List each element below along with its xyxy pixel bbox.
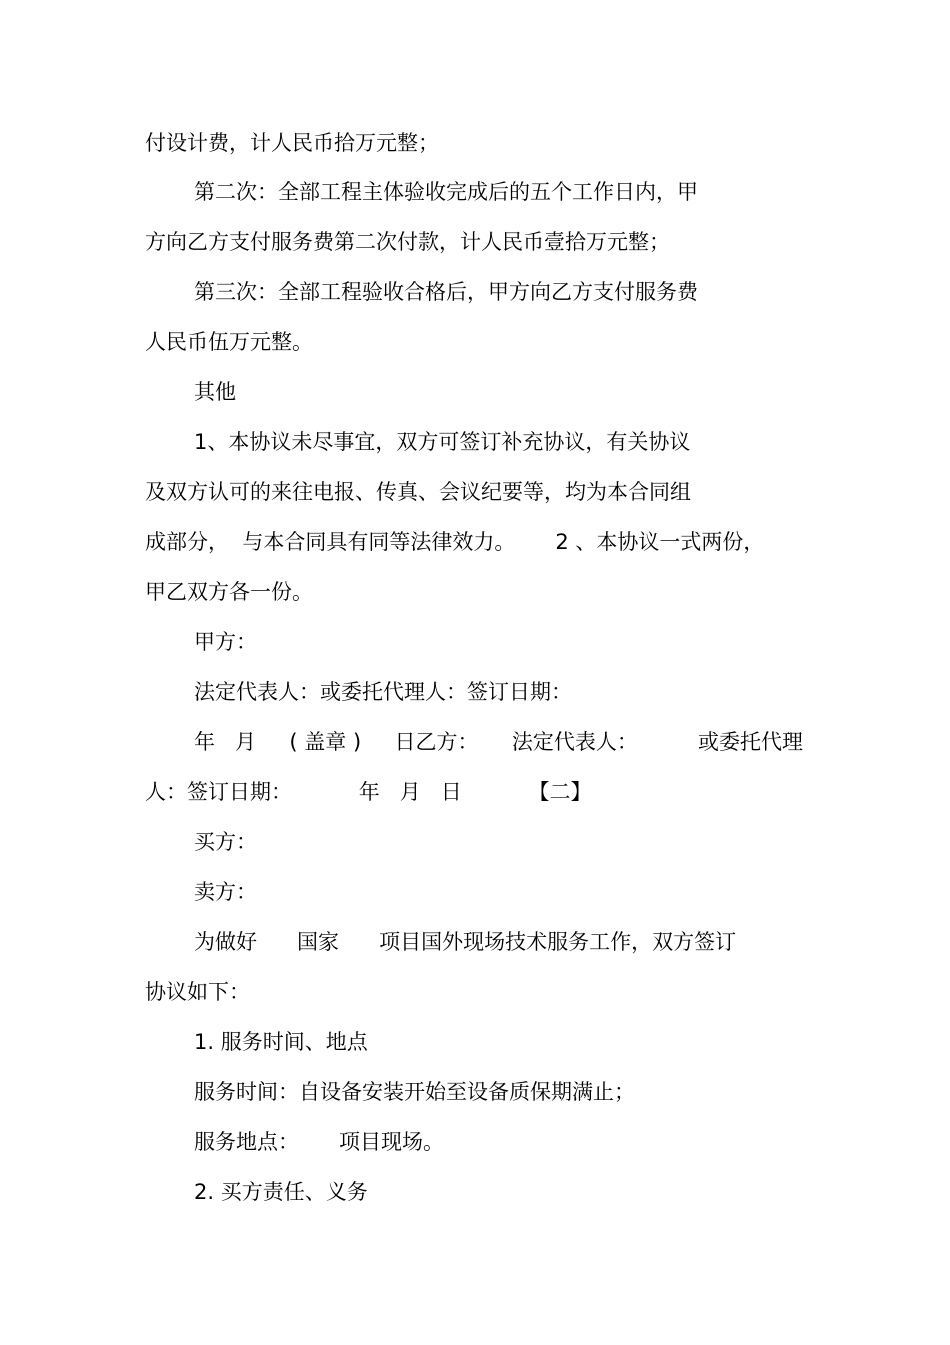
text-line-22: 2. 买方责任、义务 bbox=[194, 1180, 368, 1204]
text-line-21: 服务地点： 项目现场。 bbox=[194, 1130, 445, 1154]
text-line-5: 人民币伍万元整。 bbox=[145, 330, 313, 354]
text-line-20: 服务时间：自设备安装开始至设备质保期满止； bbox=[194, 1080, 635, 1104]
text-line-10: 甲乙双方各一份。 bbox=[145, 580, 313, 604]
text-line-18: 协议如下： bbox=[145, 980, 250, 1004]
text-line-9: 成部分， 与本合同具有同等法律效力。 2 、本协议一式两份， bbox=[145, 530, 765, 554]
text-line-1: 付设计费，计人民币拾万元整； bbox=[145, 131, 439, 155]
text-line-15: 买方： bbox=[194, 830, 257, 854]
text-line-11: 甲方： bbox=[194, 630, 257, 654]
text-line-12: 法定代表人：或委托代理人：签订日期： bbox=[194, 680, 572, 704]
text-line-7: 1、本协议未尽事宜，双方可签订补充协议，有关协议 bbox=[194, 430, 691, 454]
text-line-3: 方向乙方支付服务费第二次付款，计人民币壹拾万元整； bbox=[145, 230, 670, 254]
text-line-14: 人：签订日期： 年 月 日 【二】 bbox=[145, 780, 592, 804]
text-line-17: 为做好 国家 项目国外现场技术服务工作，双方签订 bbox=[194, 930, 737, 954]
text-line-4: 第三次：全部工程验收合格后，甲方向乙方支付服务费 bbox=[194, 280, 698, 304]
text-line-2: 第二次：全部工程主体验收完成后的五个工作日内，甲 bbox=[194, 180, 698, 204]
text-line-13: 年 月 ( 盖章 ) 日乙方： 法定代表人： 或委托代理 bbox=[194, 730, 803, 754]
text-line-6: 其他 bbox=[194, 380, 236, 404]
text-line-19: 1. 服务时间、地点 bbox=[194, 1030, 368, 1054]
text-line-16: 卖方： bbox=[194, 880, 257, 904]
text-line-8: 及双方认可的来往电报、传真、会议纪要等，均为本合同组 bbox=[145, 480, 691, 504]
